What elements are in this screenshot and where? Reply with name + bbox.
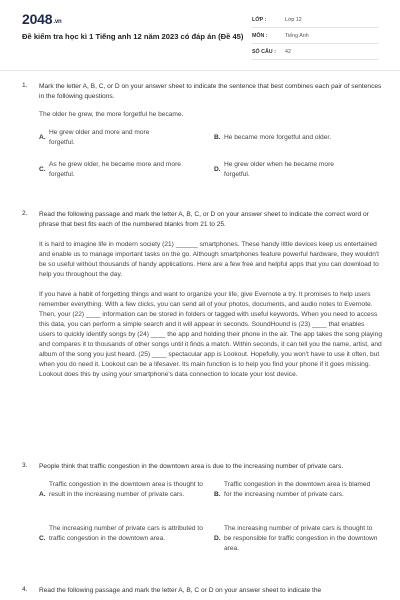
options	[39, 480, 382, 570]
meta-key: LỚP :	[252, 17, 267, 23]
option-letter: D.	[214, 166, 221, 173]
question-3	[22, 462, 382, 570]
meta-value: 42	[285, 49, 291, 55]
meta-class-row	[252, 14, 378, 28]
passage-paragraph: If you have a habit of forgetting things and want to organize your life, give Evernote a try. It promises to help users remember everything. With a few clicks, you can send all of your photos, documents, and audio notes to Evernote. Then, your (22) ____ information can be stored in folders or tagged with useful keywords. When you need to access this data, you can perform a simple search and it will appear in seconds. SoundHound is (23) ____ that enables users to quickly identify songs by (24) ____ the app and holding their phone in the air. The app takes the song playing and compares it to thousands of other songs until it finds a match. Within seconds, it can tell you the name, artist, and album of the song you just heard. (25) ____ spectacular app is Lookout. Hopefully, you won't have to use it often, but when you do need it. Lookout can be a lifesaver. Its main function is to help you find your phone if it goes missing. Lookout does this by using your smartphone's data connection to locate your lost device.	[39, 291, 382, 378]
option-text: Traffic congestion in the downtown area is thought to result in the increasing number of private cars.	[49, 481, 203, 498]
question-number: 2.	[22, 210, 28, 217]
option-text: Traffic congestion in the downtown area is blamed for the increasing number of private cars.	[224, 481, 371, 498]
question-4	[22, 586, 382, 596]
question-text: Read the following passage and mark the letter A, B, C or D on your answer sheet to indicate the	[39, 587, 322, 594]
option-text: As he grew older, he became more and more forgetful.	[49, 161, 181, 178]
option-text: The increasing number of private cars is thought to be responsible for traffic congestion in the downtown area.	[224, 525, 378, 552]
question-text: People think that traffic congestion in the downtown area is due to the increasing number of private cars.	[39, 463, 344, 470]
options	[39, 128, 382, 190]
question-text: Mark the letter A, B, C, or D on your answer sheet to indicate the sentence that best combines each pair of sentences in the following questions.	[39, 83, 382, 100]
option-letter: C.	[39, 535, 46, 542]
question-text: Read the following passage and mark the letter A, B, C, or D on your answer sheet to indicate the correct word or phrase that best fits each of the numbered blanks from 21 to 25.	[39, 211, 369, 228]
page-header	[0, 0, 400, 70]
option-text: He became more forgetful and older.	[224, 134, 332, 141]
meta-value: Tiếng Anh	[285, 33, 309, 39]
question-number: 1.	[22, 82, 28, 89]
option-text: He grew older and more and more forgetful.	[49, 129, 150, 146]
meta-key: SỐ CÂU :	[252, 49, 276, 55]
passage-paragraph: It is hard to imagine life in modern society (21) ______ smartphones. These handy little devices keep us entertained and enable us to manage important tasks on the go. Although smartphones feature powerful hardware, they wouldn't be so useful without thousands of handy applications. Here are a few free and helpful apps that you can download to help you throughout the day.	[39, 241, 379, 278]
site-logo[interactable]	[22, 11, 61, 27]
question-1	[22, 82, 382, 190]
option-text: He grew older when he became more forgetful.	[224, 161, 334, 178]
question-number: 4.	[22, 586, 28, 593]
question-2	[22, 210, 382, 380]
document-title: Đề kiểm tra học kì 1 Tiếng anh 12 năm 2023 có đáp án (Đề 45)	[22, 32, 244, 41]
question-prompt: The older he grew, the more forgetful he became.	[39, 111, 184, 118]
question-number: 3.	[22, 462, 28, 469]
option-letter: B.	[214, 491, 221, 498]
option-text: The increasing number of private cars is attributed to traffic congestion in the downtown area.	[49, 525, 203, 542]
meta-key: MÔN :	[252, 33, 268, 39]
meta-subject-row	[252, 30, 378, 44]
option-letter: D.	[214, 535, 221, 542]
option-letter: A.	[39, 491, 46, 498]
meta-count-row	[252, 46, 378, 60]
meta-value: Lớp 12	[285, 17, 302, 23]
option-letter: C.	[39, 166, 46, 173]
logo-suffix: .vn	[53, 19, 62, 25]
option-letter: B.	[214, 134, 221, 141]
logo-text: 2048	[22, 11, 53, 27]
option-letter: A.	[39, 134, 46, 141]
header-divider	[0, 70, 400, 71]
